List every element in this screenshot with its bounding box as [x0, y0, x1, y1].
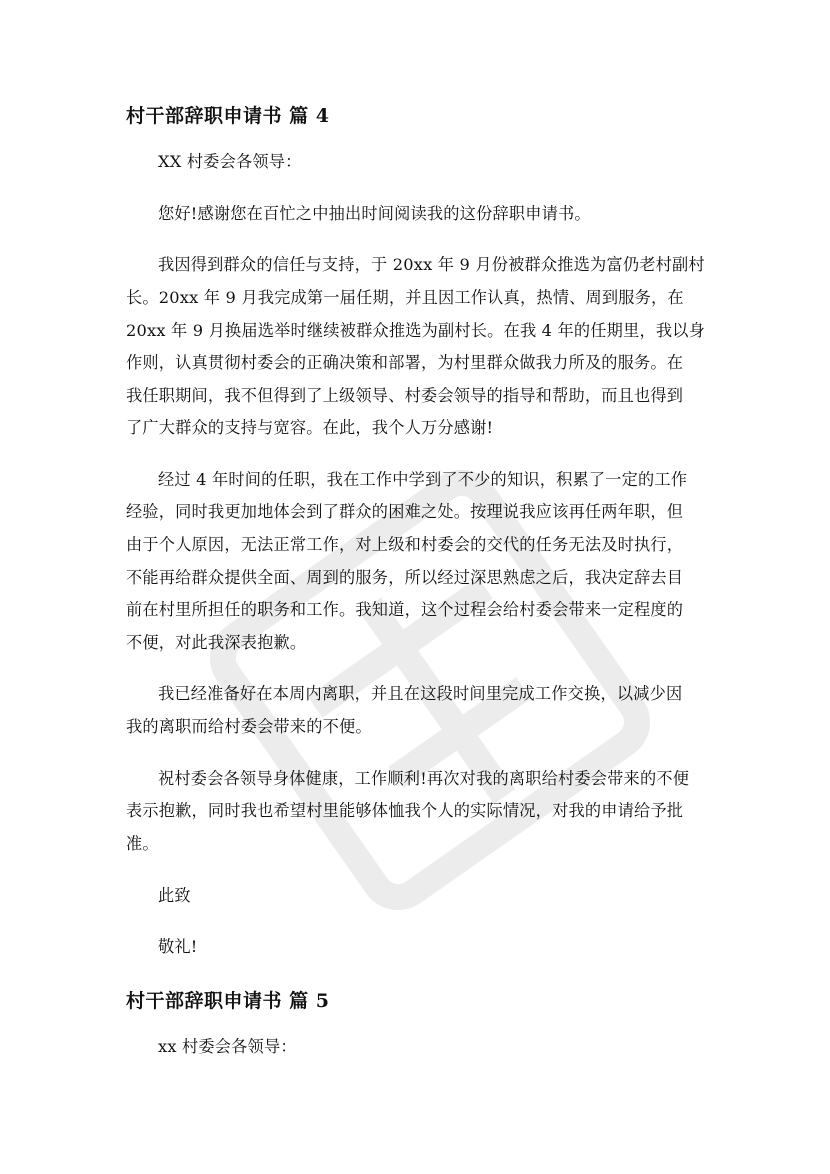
paragraph-2-line: 不便，对此我深表抱歉。: [126, 633, 307, 652]
section-4-salutation: XX 村委会各领导：: [158, 152, 302, 171]
paragraph-1-line: 我因得到群众的信任与支持，于 20xx 年 9 月份被群众推选为富仍老村副村: [158, 255, 705, 274]
paragraph-1-line: 作则，认真贯彻村委会的正确决策和部署，为村里群众做我力所及的服务。在: [126, 353, 684, 372]
paragraph-2-line: 前在村里所担任的职务和工作。我知道，这个过程会给村委会带来一定程度的: [126, 600, 684, 619]
paragraph-1-line: 我任职期间，我不但得到了上级领导、村委会领导的指导和帮助，而且也得到: [126, 386, 684, 405]
paragraph-3-line: 我的离职而给村委会带来的不便。: [126, 717, 372, 736]
paragraph-4-line: 准。: [126, 834, 159, 853]
section-4-title: 村干部辞职申请书 篇 4: [126, 105, 330, 127]
paragraph-2-line: 由于个人原因，无法正常工作，对上级和村委会的交代的任务无法及时执行，: [126, 535, 684, 554]
paragraph-4-line: 表示抱歉，同时我也希望村里能够体恤我个人的实际情况，对我的申请给予批: [126, 801, 684, 820]
paragraph-4-line: 祝村委会各领导身体健康，工作顺利!再次对我的离职给村委会带来的不便: [158, 769, 690, 788]
paragraph-1-line: 长。20xx 年 9 月我完成第一届任期，并且因工作认真，热情、周到服务，在: [126, 288, 684, 307]
paragraph-3-line: 我已经准备好在本周内离职，并且在这段时间里完成工作交换，以减少因: [158, 684, 683, 703]
section-5-title: 村干部辞职申请书 篇 5: [126, 990, 330, 1012]
paragraph-2-line: 经过 4 年时间的任职，我在工作中学到了不少的知识，积累了一定的工作: [158, 470, 688, 489]
paragraph-1-line: 了广大群众的支持与宽容。在此，我个人万分感谢!: [126, 418, 494, 437]
section-5-salutation: xx 村委会各领导：: [158, 1037, 297, 1056]
closing-line-2: 敬礼!: [158, 937, 198, 956]
paragraph-2-line: 经验，同时我更加地体会到了群众的困难之处。按理说我应该再任两年职，但: [126, 502, 684, 521]
paragraph-1-line: 20xx 年 9 月换届选举时继续被群众推选为副村长。在我 4 年的任期里，我以身: [126, 321, 706, 340]
section-4-greeting: 您好!感谢您在百忙之中抽出时间阅读我的这份辞职申请书。: [158, 204, 591, 223]
paragraph-2-line: 不能再给群众提供全面、周到的服务，所以经过深思熟虑之后，我决定辞去目: [126, 568, 684, 587]
closing-line-1: 此致: [158, 886, 191, 905]
